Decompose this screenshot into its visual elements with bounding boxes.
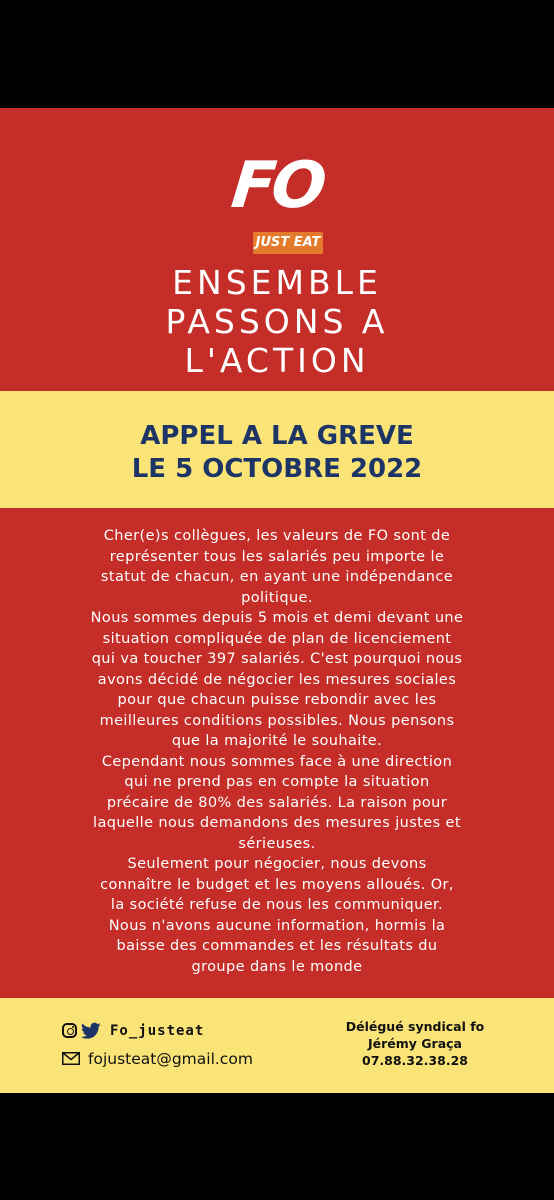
social-handle: Fo_justeat bbox=[110, 1023, 205, 1039]
strike-title bbox=[0, 420, 554, 486]
body-paragraph: Seulement pour négocier, nous devons connaître le budget et les moyens alloués. Or, la société refuse de nous les communiquer. Nous n'avons aucune information, hormis la baisse des commandes et les résultats du groupe dans le monde bbox=[100, 856, 454, 975]
headline bbox=[0, 263, 554, 380]
twitter-icon bbox=[81, 1022, 101, 1040]
fo-logo-text: FO bbox=[228, 149, 326, 223]
fo-logo bbox=[0, 150, 554, 222]
mail-icon bbox=[62, 1052, 80, 1065]
email-address: fojusteat@gmail.com bbox=[88, 1050, 253, 1068]
body-paragraph: Cher(e)s collègues, les valeurs de FO sont de représenter tous les salariés peu importe le statut de chacun, en ayant une indépendance politique. bbox=[100, 528, 454, 606]
contact-phone: 07.88.32.38.28 bbox=[362, 1053, 468, 1068]
contact-role: Délégué syndical fo bbox=[345, 1019, 485, 1034]
headline-line: L'ACTION bbox=[184, 341, 370, 380]
body-paragraph: Cependant nous sommes face à une direction qui ne prend pas en compte la situation précaire de 80% des salariés. La raison pour laquelle nous demandons des mesures justes et sérieuses. bbox=[93, 753, 461, 852]
body-text bbox=[30, 526, 524, 977]
body-paragraph: Nous sommes depuis 5 mois et demi devant une situation compliquée de plan de licenciement qui va toucher 397 salariés. C'est pourquoi nous avons décidé de négocier les mesures sociales pour que chacun puisse rebondir avec les meilleures conditions possibles. Nous pensons que la majorité le souhaite. bbox=[90, 610, 464, 749]
strike-poster bbox=[0, 108, 554, 1093]
instagram-icon bbox=[62, 1023, 77, 1038]
strike-title-line: APPEL A LA GREVE bbox=[140, 421, 414, 451]
strike-title-line: LE 5 OCTOBRE 2022 bbox=[131, 454, 423, 484]
headline-line: ENSEMBLE bbox=[172, 263, 382, 302]
just-eat-badge: JUST EAT bbox=[253, 232, 323, 254]
contact-name: Jérémy Graça bbox=[367, 1036, 462, 1051]
headline-line: PASSONS A bbox=[165, 302, 389, 341]
union-contact bbox=[308, 1018, 522, 1069]
